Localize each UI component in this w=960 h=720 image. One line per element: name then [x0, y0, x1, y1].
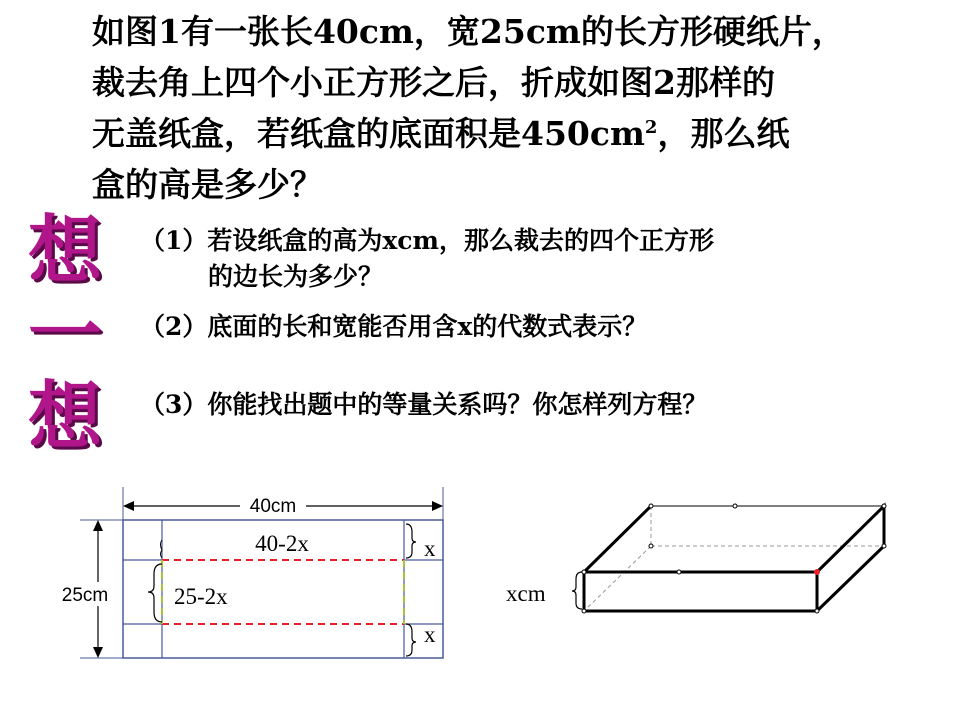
think-char-1: 想	[28, 208, 102, 294]
question-1-line-2: 的边长为多少？	[208, 262, 384, 291]
figure-1-cardboard	[50, 484, 470, 669]
problem-line-2: 裁去角上四个小正方形之后，折成如图2那样的	[92, 63, 775, 102]
height-brace	[572, 572, 582, 609]
question-1-line-1: （1）若设纸盒的高为xcm，那么裁去的四个正方形	[140, 226, 714, 255]
width-label: 25cm	[61, 585, 109, 606]
height-label: xcm	[506, 581, 546, 606]
problem-line-4: 盒的高是多少？	[92, 165, 323, 204]
length-label: 40cm	[249, 496, 297, 517]
problem-line-3-tail: ，那么纸	[657, 114, 790, 153]
think-char-2: 一	[28, 292, 102, 378]
inner-width-brace	[148, 564, 162, 622]
corner-x-bottom: x	[424, 622, 436, 647]
problem-statement	[92, 6, 952, 210]
corner-brace-bottom	[406, 624, 416, 656]
problem-line-1: 如图1有一张长40cm，宽25cm的长方形硬纸片，	[92, 12, 845, 51]
inner-length-label: 40-2x	[255, 531, 309, 556]
corner-brace-top	[406, 524, 416, 558]
box-front-face	[584, 572, 817, 611]
question-3: （3）你能找出题中的等量关系吗？你怎样列方程？	[140, 390, 708, 419]
think-char-3: 想	[28, 374, 102, 460]
corner-x-top: x	[424, 536, 436, 561]
inner-width-label: 25-2x	[174, 584, 228, 609]
question-2: （2）底面的长和宽能否用含x的代数式表示？	[140, 312, 648, 341]
area-exponent: 2	[644, 117, 658, 138]
problem-line-3-main: 无盖纸盒，若纸盒的底面积是450cm	[92, 114, 645, 153]
problem-line-3	[92, 108, 952, 159]
figure-2-box	[500, 495, 900, 645]
